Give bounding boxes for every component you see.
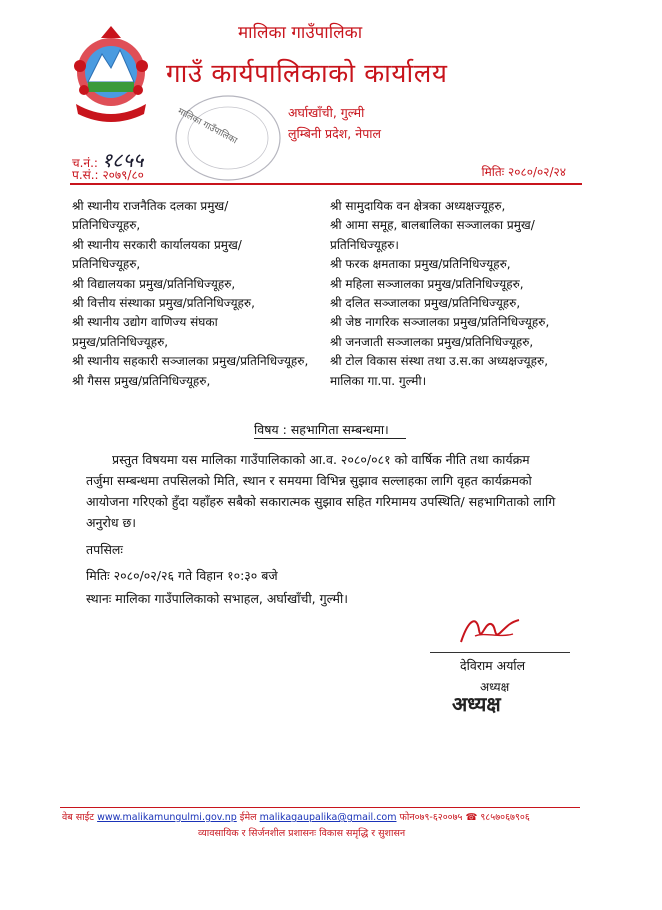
recipient-line: श्री विद्यालयका प्रमुख/प्रतिनिधिज्यूहरु,	[72, 276, 236, 291]
nepal-emblem-icon	[66, 20, 156, 130]
recipient-line: मालिका गा.पा. गुल्मी।	[330, 373, 427, 388]
designation-stamp: अध्यक्ष	[452, 692, 501, 716]
cn-value: १८५५	[101, 148, 144, 172]
address-line2: लुम्बिनी प्रदेश, नेपाल	[288, 126, 382, 141]
cn-label: च.नं.:	[72, 156, 98, 170]
details-heading: तपसिलः	[86, 542, 123, 557]
reference-ps	[72, 166, 144, 183]
body-line: अनुरोध छ।	[86, 515, 136, 530]
recipient-line: श्री वित्तीय संस्थाका प्रमुख/प्रतिनिधिज्यूहरु,	[72, 296, 255, 311]
footer-slogan: व्यावसायिक र सिर्जनशील प्रशासनः विकास समृद्धि र सुशासन	[198, 828, 406, 839]
address-line1: अर्घाखाँची, गुल्मी	[288, 105, 365, 120]
body-line: आयोजना गरिएको हुँदा यहाँहरु सबैको सकारात्मक सुझाव सहित गरिमामय उपस्थिति/ सहभागिताको लागि	[86, 494, 556, 509]
subject: विषय : सहभागिता सम्बन्धमा।	[254, 422, 389, 437]
letter-date	[482, 163, 567, 180]
recipient-line: श्री स्थानीय उद्योग वाणिज्य संघका	[72, 315, 218, 330]
recipient-line: प्रतिनिधिज्यूहरु,	[72, 257, 141, 272]
ps-value: २०७९/८०	[102, 168, 144, 182]
recipient-line: श्री टोल विकास संस्था तथा उ.स.का अध्यक्षज्यूहरु,	[330, 354, 549, 369]
footer-contact	[62, 810, 530, 823]
recipient-line: प्रमुख/प्रतिनिधिज्यूहरु,	[72, 334, 169, 349]
body-paragraph	[86, 449, 584, 533]
ps-label: प.सं.:	[72, 168, 99, 182]
phone-number: ०७९-६२००७५	[414, 812, 463, 823]
signature-icon	[455, 612, 525, 652]
recipient-line: श्री जनजाती सञ्जालका प्रमुख/प्रतिनिधिज्यूहरु,	[330, 334, 534, 349]
web-label: वेब साईट	[62, 812, 95, 823]
subject-underline	[254, 438, 406, 439]
recipient-line: श्री स्थानीय राजनैतिक दलका प्रमुख/	[72, 199, 229, 213]
body-line: तर्जुमा सम्बन्धमा तपसिलको मिति, स्थान र समयमा विभिन्न सुझाव सल्लाहका लागि वृहत कार्यक्रमको	[86, 473, 532, 488]
recipient-line: प्रतिनिधिज्यूहरु,	[72, 218, 141, 233]
signer-designation: अध्यक्ष	[480, 680, 510, 694]
date-value: २०८०/०२/२४	[507, 165, 566, 179]
recipients-left	[72, 197, 308, 391]
email-label: ईमेल	[239, 812, 257, 823]
recipient-line: श्री स्थानीय सहकारी सञ्जालका प्रमुख/प्रतिनिधिज्यूहरु,	[72, 354, 309, 369]
email-link[interactable]: malikagaupalika@gmail.com	[259, 812, 397, 823]
mobile-number: ☎ ९८५७०६७९०६	[465, 812, 530, 823]
recipient-line: श्री आमा समूह, बालबालिका सञ्जालका प्रमुख/	[330, 218, 535, 233]
recipient-line: श्री दलित सञ्जालका प्रमुख/प्रतिनिधिज्यूहरु,	[330, 296, 521, 311]
signature-rule	[430, 652, 570, 653]
recipient-line: श्री गैसस प्रमुख/प्रतिनिधिज्यूहरु,	[72, 373, 211, 388]
body-line: प्रस्तुत विषयमा यस मालिका गाउँपालिकाको आ.व. २०८०/०८१ को वार्षिक नीति तथा कार्यक्रम	[112, 452, 530, 467]
phone-label: फोन	[399, 812, 415, 823]
recipient-line: प्रतिनिधिज्यूहरु।	[330, 237, 399, 252]
footer-divider	[60, 807, 580, 808]
recipient-line: श्री स्थानीय सरकारी कार्यालयका प्रमुख/	[72, 237, 242, 252]
recipient-line: श्री महिला सञ्जालका प्रमुख/प्रतिनिधिज्यूहरु,	[330, 276, 524, 291]
details-place: स्थानः मालिका गाउँपालिकाको सभाहल, अर्घाखाँची, गुल्मी।	[86, 591, 348, 606]
recipient-line: श्री फरक क्षमताका प्रमुख/प्रतिनिधिज्यूहरु,	[330, 257, 511, 272]
org-name: मालिका गाउँपालिका	[238, 23, 363, 43]
seal-text: मालिका गाउँपालिका	[175, 106, 239, 147]
website-link[interactable]: www.malikamungulmi.gov.np	[97, 812, 237, 823]
recipients-right	[330, 197, 549, 391]
header-divider	[70, 183, 582, 185]
signer-name: देविराम अर्याल	[460, 658, 526, 673]
details-date: मितिः २०८०/०२/२६ गते विहान १०:३० बजे	[86, 568, 278, 583]
recipient-line: श्री सामुदायिक वन क्षेत्रका अध्यक्षज्यूहरु,	[330, 199, 506, 213]
date-label: मितिः	[481, 165, 505, 179]
office-name: गाउँ कार्यपालिकाको कार्यालय	[166, 59, 448, 89]
recipient-line: श्री जेष्ठ नागरिक सञ्जालका प्रमुख/प्रतिनिधिज्यूहरु,	[330, 315, 550, 330]
